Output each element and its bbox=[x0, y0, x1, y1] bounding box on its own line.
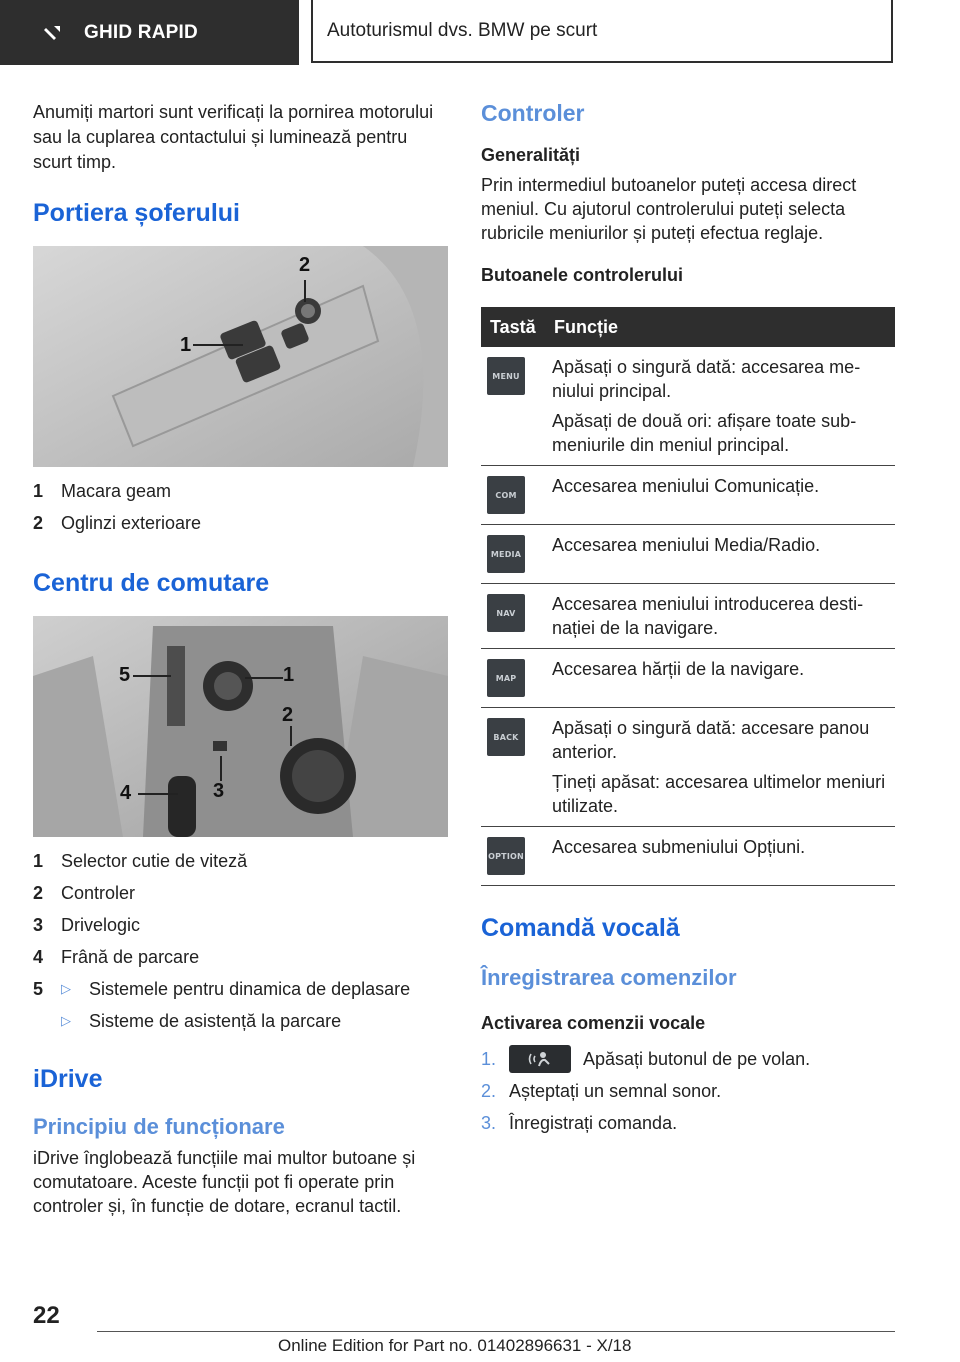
console-legend bbox=[33, 845, 448, 1037]
callout-3: 3 bbox=[213, 780, 225, 802]
footer-edition: Online Edition for Part no. 01402896631 - X/18 bbox=[278, 1336, 632, 1355]
console-photo bbox=[33, 616, 448, 837]
driver-door-photo bbox=[33, 246, 448, 467]
map-key-icon: MAP bbox=[487, 659, 525, 697]
controller-heading: Controler bbox=[481, 100, 585, 126]
option-key-icon: OPTION bbox=[487, 837, 525, 875]
table-row: MAP Accesarea hărții de la navigare. bbox=[481, 649, 895, 708]
driver-door-heading: Portiera șoferului bbox=[33, 199, 240, 227]
voice-subheading: Înregistrarea comenzilor bbox=[481, 965, 737, 990]
column-header-function: Funcție bbox=[552, 307, 895, 347]
voice-heading: Comandă vocală bbox=[481, 914, 680, 942]
header-chapter-label: Autoturismul dvs. BMW pe scurt bbox=[327, 19, 598, 41]
activation-steps bbox=[481, 1043, 895, 1139]
list-item: 3. Înregistrați comanda. bbox=[481, 1113, 678, 1133]
list-item: 1 Macara geam bbox=[33, 481, 172, 501]
driver-door-legend bbox=[33, 475, 448, 539]
menu-key-icon: MENU bbox=[487, 357, 525, 395]
header-chapter bbox=[311, 0, 893, 63]
intro-text: Anumiți martori sunt verificați la pornirea motorului sau la cuplarea contactului și luminează pentru scurt timp. bbox=[33, 102, 434, 172]
column-header-key: Tastă bbox=[481, 307, 552, 347]
callout-2: 2 bbox=[299, 254, 311, 276]
general-heading: Generalități bbox=[481, 145, 581, 165]
quick-guide-icon bbox=[44, 24, 62, 42]
table-row: MEDIA Accesarea meniului Media/Radio. bbox=[481, 525, 895, 584]
table-row: OPTION Accesarea submeniului Opțiuni. bbox=[481, 827, 895, 886]
nav-key-icon: NAV bbox=[487, 594, 525, 632]
triangle-bullet-icon: ▷ bbox=[61, 1013, 71, 1028]
list-item: 4 Frână de parcare bbox=[33, 947, 200, 967]
table-row: NAV Accesarea meniului introducerea destinației de la navigare. bbox=[481, 584, 895, 649]
voice-icon bbox=[527, 1050, 553, 1068]
callout-4: 4 bbox=[120, 782, 132, 804]
header-section-label: GHID RAPID bbox=[84, 21, 198, 43]
com-key-icon: COM bbox=[487, 476, 525, 514]
list-item: 2 Controler bbox=[33, 883, 136, 903]
right-column bbox=[481, 100, 895, 1139]
console-heading: Centru de comutare bbox=[33, 569, 270, 597]
footer-divider bbox=[97, 1331, 895, 1332]
media-key-icon: MEDIA bbox=[487, 535, 525, 573]
table-row: MENU Apăsați o singură dată: accesarea meniului principal. Apăsați de două ori: afișare toate submeniurile din meniul principal. bbox=[481, 347, 895, 466]
console-illustration bbox=[33, 616, 448, 837]
back-key-icon: BACK bbox=[487, 718, 525, 756]
callout-1: 1 bbox=[283, 664, 295, 686]
list-item: 2 Oglinzi exterioare bbox=[33, 513, 202, 533]
idrive-subheading: Principiu de funcționare bbox=[33, 1114, 285, 1139]
controller-buttons-table bbox=[481, 307, 895, 886]
list-item: 2. Așteptați un semnal sonor. bbox=[481, 1081, 722, 1101]
list-item: 1 Selector cutie de viteză bbox=[33, 851, 248, 871]
callout-5: 5 bbox=[119, 664, 131, 686]
left-column bbox=[33, 100, 448, 1218]
activation-heading: Activarea comenzii vocale bbox=[481, 1013, 706, 1033]
driver-door-illustration bbox=[33, 246, 448, 467]
list-item: 5 ▷ Sistemele pentru dinamica de deplasare bbox=[33, 973, 448, 1005]
table-row: COM Accesarea meniului Comunicație. bbox=[481, 466, 895, 525]
list-item: 1. Apăsați butonul de pe volan. bbox=[481, 1043, 895, 1075]
header-section-tab bbox=[0, 0, 299, 65]
list-item: 3 Drivelogic bbox=[33, 915, 141, 935]
buttons-heading: Butoanele controlerului bbox=[481, 265, 684, 285]
list-item: ▷ Sisteme de asistență la parcare bbox=[33, 1005, 448, 1037]
callout-2: 2 bbox=[282, 704, 294, 726]
callout-1: 1 bbox=[180, 334, 192, 356]
triangle-bullet-icon: ▷ bbox=[61, 981, 71, 996]
general-text: Prin intermediul butoanelor puteți accesa direct meniul. Cu ajutorul controlerului puteți selecta rubricile meniurilor și puteți efectua reglaje. bbox=[481, 175, 857, 243]
idrive-text: iDrive înglobează funcțiile mai multor butoane și comutatoare. Aceste funcții pot fi operate prin controler și, în funcție de dotare, ecranul tactil. bbox=[33, 1148, 416, 1216]
voice-command-button-icon bbox=[509, 1045, 571, 1073]
table-header-row bbox=[481, 307, 895, 347]
table-row: BACK Apăsați o singură dată: accesare panou anterior. Țineți apăsat: accesarea ultimelor meniuri utilizate. bbox=[481, 708, 895, 827]
page-number: 22 bbox=[33, 1302, 60, 1329]
idrive-heading: iDrive bbox=[33, 1065, 103, 1093]
